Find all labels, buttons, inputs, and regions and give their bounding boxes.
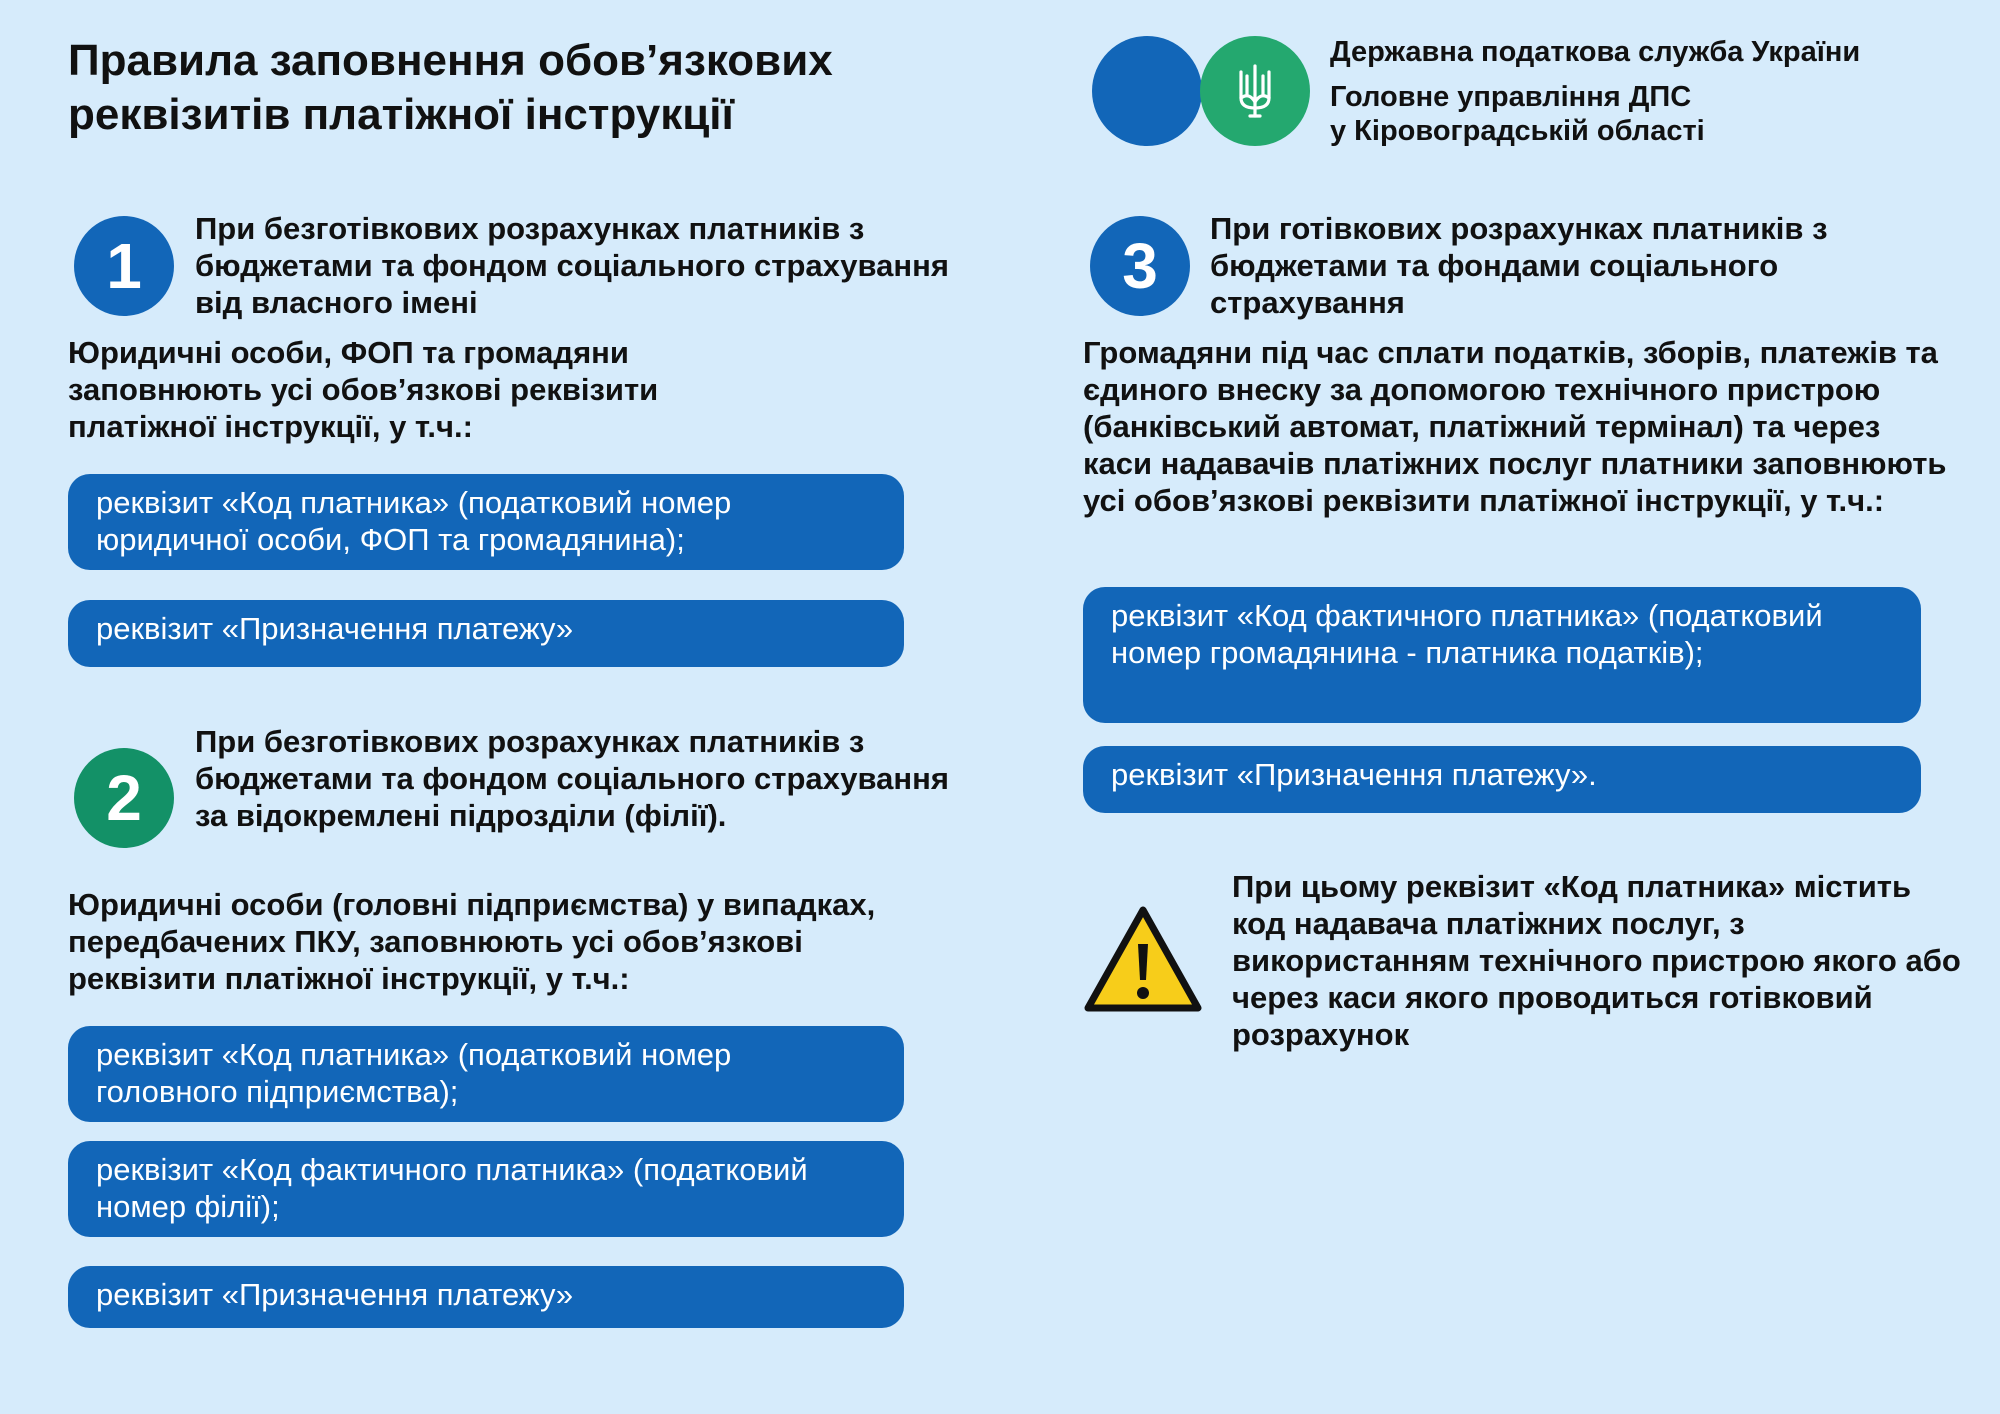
section-1-number-badge: 1 [74, 216, 174, 316]
section-1-intro: Юридичні особи, ФОП та громадяни заповнюють усі обов’язкові реквізити платіжної інструкції, у т.ч.: [68, 335, 659, 444]
section-2-number-badge: 2 [74, 748, 174, 848]
section-1-item-payer-code: реквізит «Код платника» (податковий номер юридичної особи, ФОП та громадянина); [68, 474, 904, 570]
section-2-item-payment-purpose: реквізит «Призначення платежу» [68, 1266, 904, 1328]
logo-blue-circle [1092, 36, 1202, 146]
warning-icon [1082, 904, 1204, 1016]
section-1-heading: При безготівкових розрахунках платників з бюджетами та фондом соціального страхування від власного імені [195, 211, 949, 320]
section-2-intro: Юридичні особи (головні підприємства) у випадках, передбачених ПКУ, заповнюють усі обов’язкові реквізити платіжної інструкції, у т.ч.: [68, 887, 876, 996]
section-3-number-badge: 3 [1090, 216, 1190, 316]
org-department-line2: у Кіровоградській області [1330, 115, 1705, 147]
section-1-item-payment-purpose: реквізит «Призначення платежу» [68, 600, 904, 667]
page-title: Правила заповнення обов’язкових реквізитів платіжної інструкції [68, 36, 833, 139]
section-3-intro: Громадяни під час сплати податків, зборів, платежів та єдиного внеску за допомогою технічного пристрою (банківський автомат, платіжний термінал) та через каси надавачів платіжних послуг платники заповнюють усі обов’язкові реквізити платіжної інструкції, у т.ч.: [1083, 335, 1947, 518]
logo-green-circle [1200, 36, 1310, 146]
org-department [1330, 80, 1705, 148]
section-3-item-payment-purpose: реквізит «Призначення платежу». [1083, 746, 1921, 813]
org-department-line1: Головне управління ДПС [1330, 81, 1692, 113]
section-3-item-actual-payer-code: реквізит «Код фактичного платника» (податковий номер громадянина - платника податків); [1083, 587, 1921, 723]
org-name: Державна податкова служба України [1330, 36, 1861, 68]
section-2-item-actual-payer-code: реквізит «Код фактичного платника» (податковий номер філії); [68, 1141, 904, 1237]
section-2-heading: При безготівкових розрахунках платників з бюджетами та фондом соціального страхування за відокремлені підрозділи (філії). [195, 724, 949, 833]
section-3-heading: При готівкових розрахунках платників з бюджетами та фондами соціального страхування [1210, 211, 1828, 320]
trident-icon [1235, 62, 1275, 120]
section-2-item-payer-code: реквізит «Код платника» (податковий номер головного підприємства); [68, 1026, 904, 1122]
warning-text: При цьому реквізит «Код платника» містить код надавача платіжних послуг, з використанням технічного пристрою якого або через каси якого проводиться готівковий розрахунок [1232, 869, 1961, 1052]
